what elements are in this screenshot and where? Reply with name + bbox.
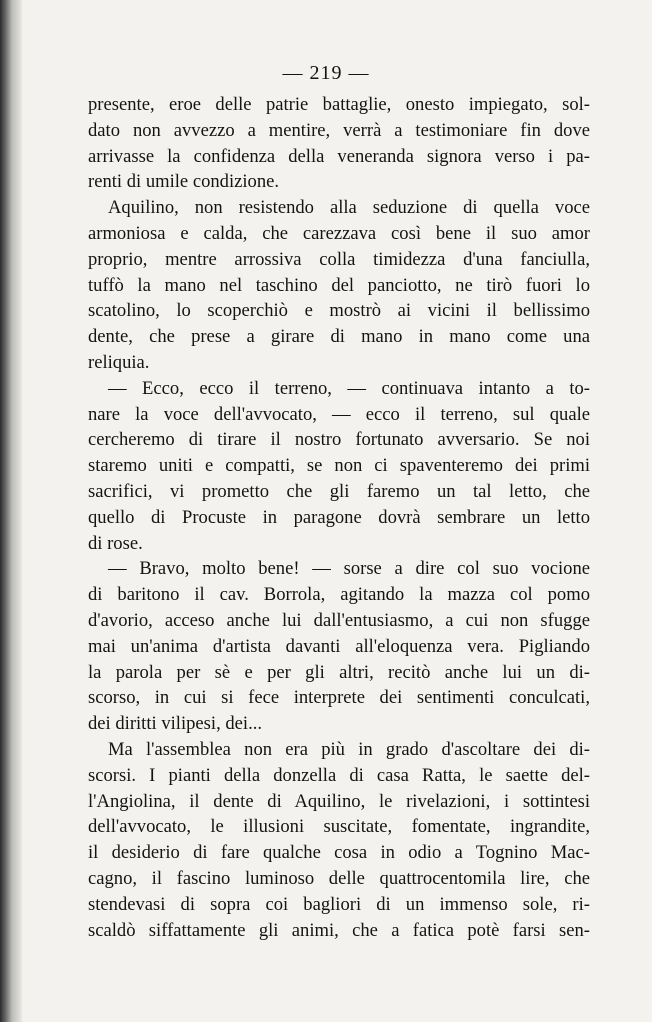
text-line: quello di Procuste in paragone dovrà sembrare un letto <box>88 506 590 528</box>
text-line: arrivasse la confidenza della veneranda signora verso i pa- <box>88 145 590 167</box>
text-line: cagno, il fascino luminoso delle quattrocentomila lire, che <box>88 867 590 889</box>
text-line: — Ecco, ecco il terreno, — continuava intanto a to- <box>108 377 590 399</box>
text-line: dell'avvocato, le illusioni suscitate, fomentate, ingrandite, <box>88 816 590 838</box>
text-line: scorsi. I pianti della donzella di casa Ratta, le saette del- <box>88 764 590 786</box>
text-line: staremo uniti e compatti, se non ci spaventeremo dei primi <box>88 455 590 477</box>
text-line: l'Angiolina, il dente di Aquilino, le rivelazioni, i sottintesi <box>88 790 590 812</box>
text-line: la parola per sè e per gli altri, recitò anche lui un di- <box>88 661 590 683</box>
text-line: dente, che prese a girare di mano in mano come una <box>88 326 590 348</box>
text-line: Ma l'assemblea non era più in grado d'ascoltare dei di- <box>108 738 590 760</box>
paragraph <box>88 556 590 737</box>
text-line: nare la voce dell'avvocato, — ecco il terreno, sul quale <box>88 403 590 425</box>
paragraph <box>88 195 590 376</box>
text-line: proprio, mentre arrossiva colla timidezza d'una fanciulla, <box>88 248 590 270</box>
text-line: di baritono il cav. Borrola, agitando la mazza col pomo <box>88 584 590 606</box>
paragraph <box>88 92 590 195</box>
text-line: scorso, in cui si fece interprete dei sentimenti conculcati, <box>88 687 590 709</box>
text-line: presente, eroe delle patrie battaglie, onesto impiegato, sol- <box>88 94 590 115</box>
text-line: — Bravo, molto bene! — sorse a dire col suo vocione <box>108 558 590 580</box>
text-line: dato non avvezzo a mentire, verrà a testimoniare fin dove <box>88 119 590 141</box>
text-line: sacrifici, vi prometto che gli faremo un tal letto, che <box>88 480 590 502</box>
body-text <box>88 92 590 943</box>
paragraph <box>88 737 590 943</box>
text-line: scaldò siffattamente gli animi, che a fatica potè farsi sen- <box>88 919 590 941</box>
text-line: tuffò la mano nel taschino del panciotto, ne tirò fuori lo <box>88 274 590 296</box>
text-line: dei diritti vilipesi, dei... <box>88 713 263 735</box>
text-line: il desiderio di fare qualche cosa in odio a Tognino Mac- <box>88 842 590 864</box>
text-line: d'avorio, acceso anche lui dall'entusiasmo, a cui non sfugge <box>88 609 590 631</box>
text-line: stendevasi di sopra coi bagliori di un immenso sole, ri- <box>88 893 590 915</box>
paragraph <box>88 376 590 557</box>
page-binding-edge <box>0 0 22 1022</box>
text-line: Aquilino, non resistendo alla seduzione di quella voce <box>108 197 590 219</box>
text-line: mai un'anima d'artista davanti all'eloquenza vera. Pigliando <box>88 635 590 657</box>
text-line: armoniosa e calda, che carezzava così bene il suo amor <box>88 222 590 244</box>
page-number: — 219 — <box>282 62 370 84</box>
text-line: renti di umile condizione. <box>88 171 280 193</box>
text-line: reliquia. <box>88 351 150 373</box>
text-line: di rose. <box>88 532 143 554</box>
text-line: cercheremo di tirare il nostro fortunato avversario. Se noi <box>88 429 590 451</box>
text-line: scatolino, lo scoperchiò e mostrò ai vicini il bellissimo <box>88 300 590 322</box>
